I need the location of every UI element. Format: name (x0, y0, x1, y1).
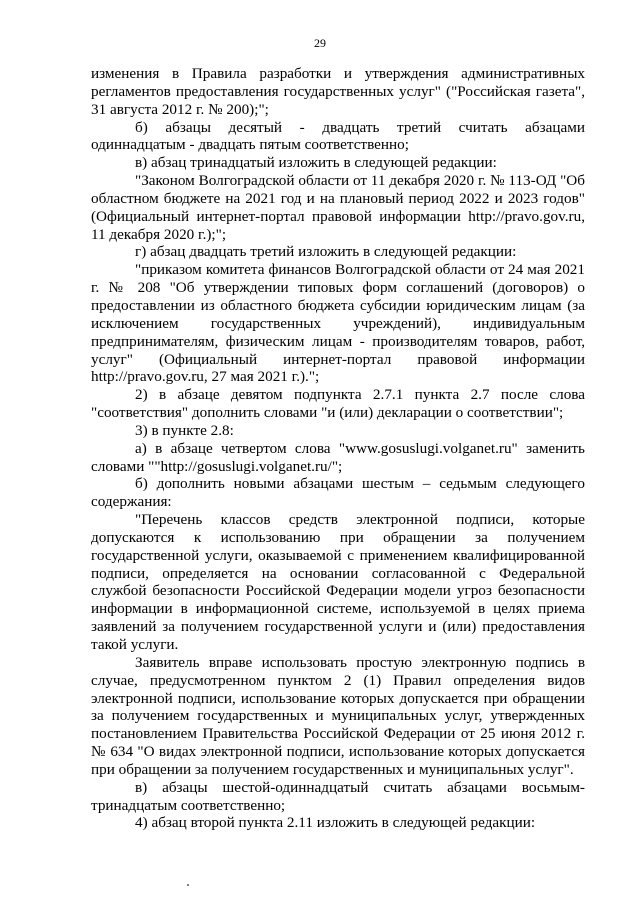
scan-speck (187, 884, 189, 886)
paragraph: а) в абзаце четвертом слова "www.gosuslugi.volganet.ru" заменить словами ""http://gosuslugi.volganet.ru/"; (91, 439, 585, 475)
paragraph: в) абзац тринадцатый изложить в следующей редакции: (135, 154, 497, 172)
paragraph: "Перечень классов средств электронной подписи, которые допускаются к использованию при обращении за получением государственной услуги, оказываемой с применением квалифицированной подписи, определяется на основании согласованной с Федеральной службой безопасности Российской Федерации модели угроз безопасности информации в информационной системе, используемой в целях приема заявлений за получением государственной услуги и (или) предоставления такой услуги. (91, 511, 585, 653)
paragraph: в) абзацы шестой-одиннадцатый считать абзацами восьмым-тринадцатым соответственно; (91, 778, 585, 814)
page-number: 29 (314, 36, 326, 50)
paragraph: г) абзац двадцать третий изложить в следующей редакции: (135, 243, 517, 261)
paragraph: б) абзацы десятый - двадцать третий считать абзацами одиннадцатым - двадцать пятым соответственно; (91, 118, 585, 154)
paragraph: 2) в абзаце девятом подпункта 2.7.1 пункта 2.7 после слова "соответствия" дополнить словами "и (или) декларации о соответствии"; (91, 386, 585, 422)
paragraph: изменения в Правила разработки и утверждения административных регламентов предоставления государственных услуг" ("Российская газета", 31 августа 2012 г. № 200);"; (91, 65, 585, 118)
paragraph: "Законом Волгоградской области от 11 декабря 2020 г. № 113-ОД "Об областном бюджете на 2021 год и на плановый период 2022 и 2023 годов" (Официальный интернет-портал правовой информации http://pravo.gov.ru, 11 декабря 2020 г.);"; (91, 172, 585, 243)
paragraph: "приказом комитета финансов Волгоградской области от 24 мая 2021 г. № 208 "Об утверждении типовых форм соглашений (договоров) о предоставлении из областного бюджета субсидии юридическим лицам (за исключением государственных учреждений), индивидуальным предпринимателям, физическим лицам - производителям товаров, работ, услуг" (Официальный интернет-портал правовой информации http://pravo.gov.ru, 27 мая 2021 г.)."; (91, 261, 585, 386)
document-body (91, 65, 585, 832)
paragraph: б) дополнить новыми абзацами шестым – седьмым следующего содержания: (91, 475, 585, 511)
paragraph: 3) в пункте 2.8: (135, 421, 234, 439)
paragraph: 4) абзац второй пункта 2.11 изложить в следующей редакции: (135, 814, 536, 832)
paragraph: Заявитель вправе использовать простую электронную подпись в случае, предусмотренном пунктом 2 (1) Правил определения видов электронной подписи, использование которых допускается при обращении за получением государственных и муниципальных услуг, утвержденных постановлением Правительства Российской Федерации от 25 июня 2012 г. № 634 "О видах электронной подписи, использование которых допускается при обращении за получением государственных и муниципальных услуг". (91, 653, 585, 778)
